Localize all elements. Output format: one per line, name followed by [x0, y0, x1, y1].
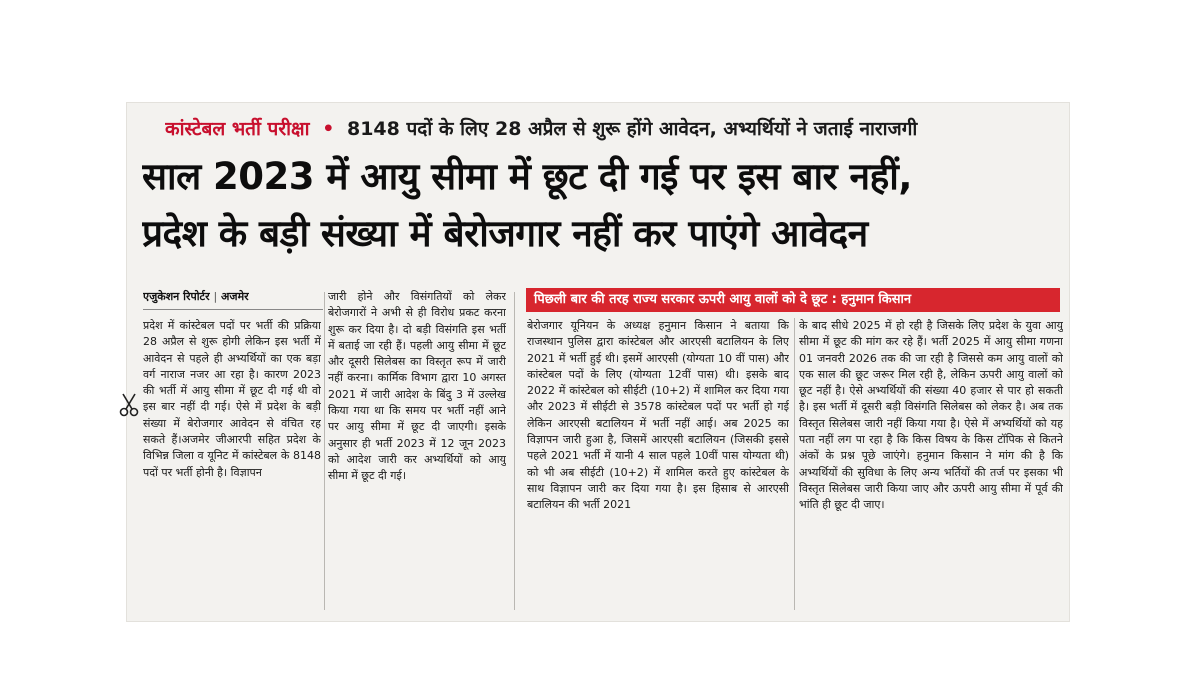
- headline-line-2: प्रदेश के बड़ी संख्या में बेरोजगार नहीं कर पाएंगे आवेदन: [142, 212, 868, 255]
- sidebar-header: पिछली बार की तरह राज्य सरकार ऊपरी आयु वालों को दे छूट : हनुमान किसान: [526, 288, 1060, 312]
- byline: [143, 289, 323, 310]
- article-column-3: बेरोजगार यूनियन के अध्यक्ष हनुमान किसान ने बताया कि राजस्थान पुलिस द्वारा कांस्टेबल और आरएसी बटालियन के लिए 2021 में भर्ती हुई थी। इसमें आरएसी (योग्यता 10 वीं पास) और कांस्टेबल पदों के लिए (योग्यता 12वीं पास) थी। इसके बाद 2022 में कांस्टेबल को सीईटी (10+2) में शामिल कर दिया गया और 2023 में सीईटी से 3578 कांस्टेबल पदों पर भर्ती हो गई लेकिन आरएसी बटालियन में भर्ती नहीं आई। अब 2025 का विज्ञापन जारी हुआ है, जिसमें आरएसी बटालियन (जिसकी इससे पहले 2021 भर्ती में यानी 4 साल पहले 10वीं पास योग्यता थी) को भी अब सीईटी (10+2) में शामिल करते हुए कांस्टेबल के साथ विज्ञापन जारी कर दिया गया है। इस हिसाब से आरएसी बटालियन की भर्ती 2021: [527, 319, 789, 512]
- column-divider: [324, 292, 325, 610]
- byline-separator: |: [213, 290, 218, 303]
- article-column-1: प्रदेश में कांस्टेबल पदों पर भर्ती की प्रक्रिया 28 अप्रैल से शुरू होगी लेकिन इस भर्ती में आवेदन से पहले ही अभ्यर्थियों का एक बड़ा वर्ग नाराज नजर आ रहा है। कारण 2023 की भर्ती में आयु सीमा में छूट दी गई थी वो इस बार नहीं दी गई। ऐसे में प्रदेश के बड़ी संख्या में बेरोजगार आवेदन से वंचित रह सकते हैं।अजमेर जीआरपी सहित प्रदेश के विभिन्न जिला व यूनिट में कांस्टेबल के 8148 पदों पर भर्ती होनी है। विज्ञापन: [143, 319, 321, 479]
- kicker-label: कांस्टेबल भर्ती परीक्षा: [165, 118, 310, 140]
- column-divider: [794, 318, 795, 610]
- scissors-icon: [118, 392, 140, 418]
- article-column-4: के बाद सीधे 2025 में हो रही है जिसके लिए प्रदेश के युवा आयु सीमा में छूट की मांग कर रहे हैं। भर्ती 2025 में आयु सीमा गणना 01 जनवरी 2026 तक की जा रही है जिससे कम आयु वालों को एक साल की छूट जरूर मिल रही है, लेकिन ऊपरी आयु वालों को छूट नहीं है। ऐसे अभ्यर्थियों की संख्या 40 हजार से पार हो सकती है। इस भर्ती में दूसरी बड़ी विसंगति सिलेबस को लेकर है। अब तक विस्तृत सिलेबस जारी नहीं किया गया है। ऐसे में अभ्यर्थियों को यह पता नहीं लग पा रहा है कि किस विषय के किस टॉपिक से कितने अंकों के प्रश्न पूछे जाएंगे। हनुमान किसान ने मांग की है कि अभ्यर्थियों की सुविधा के लिए अन्य भर्तियों की तर्ज पर इसका भी विस्तृत सिलेबस जारी किया जाए और ऊपरी आयु सीमा में पूर्व की भांति ही छूट दी जाए।: [799, 319, 1063, 512]
- kicker-text: 8148 पदों के लिए 28 अप्रैल से शुरू होंगे आवेदन, अभ्यर्थियों ने जताई नाराजगी: [346, 118, 918, 140]
- headline-line-1: साल 2023 में आयु सीमा में छूट दी गई पर इस बार नहीं,: [142, 155, 912, 198]
- byline-city: अजमेर: [221, 290, 249, 303]
- byline-reporter: एजुकेशन रिपोर्टर: [143, 290, 210, 303]
- column-divider: [514, 292, 515, 610]
- kicker-separator: •: [322, 118, 335, 140]
- article-column-2: जारी होने और विसंगतियों को लेकर बेरोजगारों ने अभी से ही विरोध प्रकट करना शुरू कर दिया है। दो बड़ी विसंगति इस भर्ती में बताई जा रही हैं। पहली आयु सीमा में छूट और दूसरी सिलेबस का विस्तृत रूप में जारी नहीं करना। कार्मिक विभाग द्वारा 10 अगस्त 2021 में जारी आदेश के बिंदु 3 में उल्लेख किया गया था कि समय पर भर्ती नहीं आने पर आयु सीमा में छूट दी जाएगी। इसके अनुसार ही भर्ती 2023 में 12 जून 2023 को आदेश जारी कर अभ्यर्थियों को आयु सीमा में छूट दी गई।: [328, 290, 506, 483]
- kicker-line: [165, 116, 1065, 142]
